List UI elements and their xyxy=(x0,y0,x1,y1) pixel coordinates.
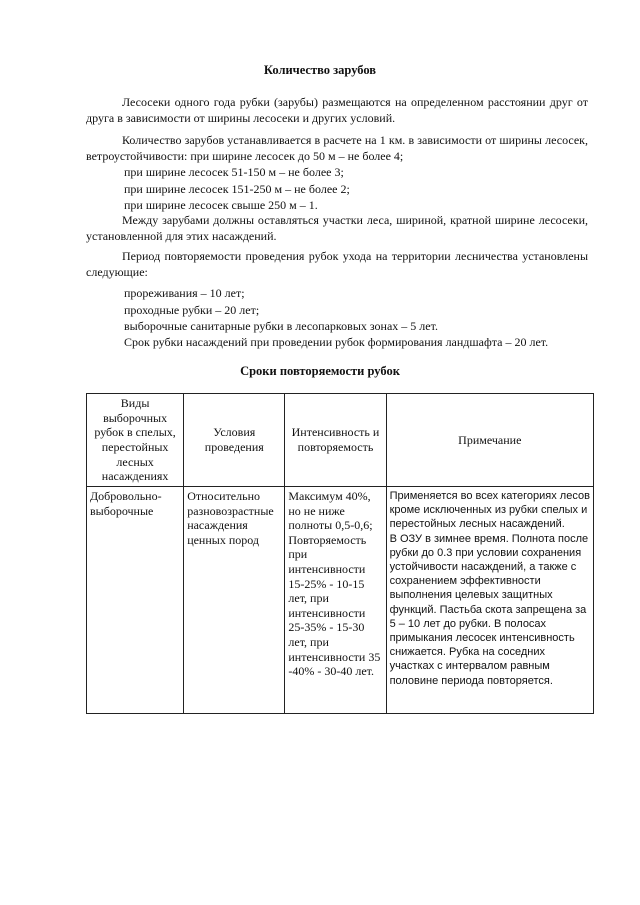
table-title: Сроки повторяемости рубок xyxy=(240,364,400,378)
list-item: выборочные санитарные рубки в лесопарковых зонах – 5 лет. xyxy=(124,319,438,333)
list-item: проходные рубки – 20 лет; xyxy=(124,303,260,317)
header-conditions: Условия проведения xyxy=(184,394,285,487)
list-item: при ширине лесосек свыше 250 м – 1. xyxy=(124,198,318,212)
cell-cut-type: Добровольно-выборочные xyxy=(87,487,184,714)
header-intensity: Интенсивность и повторяемость xyxy=(285,394,386,487)
list-item: при ширине лесосек 51-150 м – не более 3; xyxy=(124,165,344,179)
cell-conditions: Относительно разновозрастные насаждения ценных пород xyxy=(184,487,285,714)
paragraph-1: Лесосеки одного года рубки (зарубы) размещаются на определенном расстоянии друг от друга в зависимости от ширины лесосеки и других условий. xyxy=(86,95,588,125)
cell-note: Применяется во всех категориях лесов кроме исключенных из рубки спелых и перестойных лесных насаждений. В ОЗУ в зимнее время. Полнота после рубки до 0.3 при условии сохранения устойчивости насаждений, а также с сохранением эффективности выполнения целевых защитных функций. Пастьба скота запрещена за 5 – 10 лет до рубки. В полосах примыкания лесосек интенсивность снижается. Рубка на соседних участках с интервалом равным половине периода повторяется. xyxy=(386,487,593,714)
header-note: Примечание xyxy=(386,394,593,487)
list-item: Срок рубки насаждений при проведении рубок формирования ландшафта – 20 лет. xyxy=(124,335,549,349)
list-item: при ширине лесосек 151-250 м – не более 2; xyxy=(124,182,350,196)
list-item: прореживания – 10 лет; xyxy=(124,286,245,300)
paragraph-4: Период повторяемости проведения рубок ухода на территории лесничества установлены следующие: xyxy=(86,249,588,279)
table-header-row xyxy=(87,394,594,487)
header-cut-types: Виды выборочных рубок в спелых, перестойных лесных насаждениях xyxy=(87,394,184,487)
table-row xyxy=(87,487,594,714)
repeat-period-table xyxy=(86,393,594,714)
cell-intensity: Максимум 40%, но не ниже полноты 0,5-0,6; Повторяемость при интенсивности 15-25% - 10-15 лет, при интенсивности 25-35% - 15-30 лет, при интенсивности 35 -40% - 30-40 лет. xyxy=(285,487,386,714)
section-title: Количество зарубов xyxy=(263,63,377,77)
paragraph-3: Между зарубами должны оставляться участки леса, шириной, кратной ширине лесосеки, установленной для этих насаждений. xyxy=(86,213,588,243)
paragraph-2: Количество зарубов устанавливается в расчете на 1 км. в зависимости от ширины лесосек, ветроустойчивости: при ширине лесосек до 50 м – не более 4; xyxy=(86,133,588,163)
